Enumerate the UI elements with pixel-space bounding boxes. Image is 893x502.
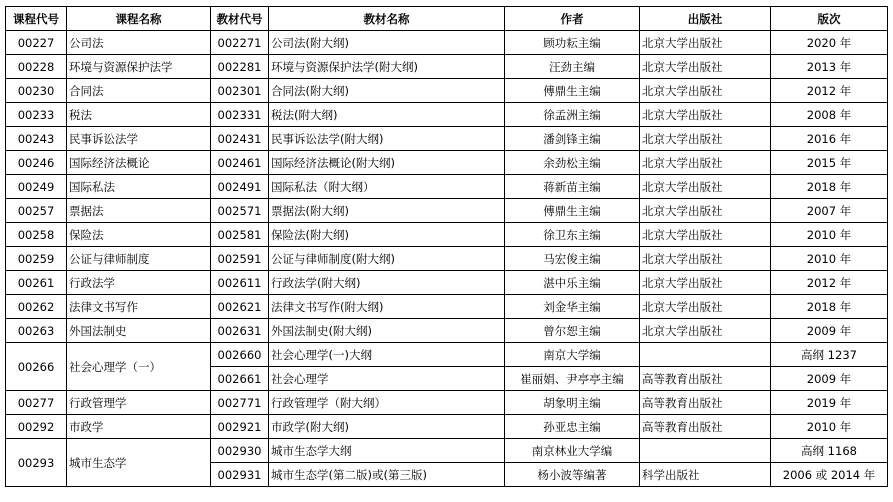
course-name: 民事诉讼法学 (67, 127, 211, 151)
book-name: 国际经济法概论(附大纲) (269, 151, 505, 175)
publisher: 北京大学出版社 (640, 31, 771, 55)
book-code: 002271 (211, 31, 269, 55)
course-name: 外国法制史 (67, 319, 211, 343)
book-code: 002660 (211, 343, 269, 367)
author: 傅鼎生主编 (505, 79, 640, 103)
author: 湛中乐主编 (505, 271, 640, 295)
author: 汪劲主编 (505, 55, 640, 79)
book-code: 002281 (211, 55, 269, 79)
edition: 2009 年 (771, 319, 888, 343)
course-code: 00230 (6, 79, 67, 103)
book-name: 外国法制史(附大纲) (269, 319, 505, 343)
table-body (6, 31, 888, 487)
course-code: 00246 (6, 151, 67, 175)
author: 崔丽娟、尹亭亭主编 (505, 367, 640, 391)
course-code: 00228 (6, 55, 67, 79)
author: 傅鼎生主编 (505, 199, 640, 223)
book-name: 城市生态学大纲 (269, 439, 505, 463)
edition: 2020 年 (771, 31, 888, 55)
book-name: 民事诉讼法学(附大纲) (269, 127, 505, 151)
course-code: 00249 (6, 175, 67, 199)
book-name: 城市生态学(第二版)或(第三版) (269, 463, 505, 487)
book-code: 002921 (211, 415, 269, 439)
table-row (6, 103, 888, 127)
book-code: 002581 (211, 223, 269, 247)
publisher: 北京大学出版社 (640, 151, 771, 175)
book-code: 002631 (211, 319, 269, 343)
author: 胡象明主编 (505, 391, 640, 415)
edition: 2018 年 (771, 175, 888, 199)
book-code: 002461 (211, 151, 269, 175)
author: 潘剑锋主编 (505, 127, 640, 151)
table-row (6, 55, 888, 79)
edition: 2006 或 2014 年 (771, 463, 888, 487)
book-name: 合同法(附大纲) (269, 79, 505, 103)
edition: 2010 年 (771, 247, 888, 271)
publisher: 北京大学出版社 (640, 295, 771, 319)
course-name: 公司法 (67, 31, 211, 55)
publisher: 北京大学出版社 (640, 223, 771, 247)
book-name: 国际私法（附大纲） (269, 175, 505, 199)
book-name: 行政管理学（附大纲） (269, 391, 505, 415)
publisher: 北京大学出版社 (640, 175, 771, 199)
publisher (640, 439, 771, 463)
author: 南京大学编 (505, 343, 640, 367)
author: 马宏俊主编 (505, 247, 640, 271)
book-name: 票据法(附大纲) (269, 199, 505, 223)
course-name: 票据法 (67, 199, 211, 223)
book-name: 社会心理学 (269, 367, 505, 391)
book-code: 002591 (211, 247, 269, 271)
course-name: 行政法学 (67, 271, 211, 295)
table-row (6, 295, 888, 319)
book-name: 保险法(附大纲) (269, 223, 505, 247)
book-code: 002491 (211, 175, 269, 199)
course-code: 00258 (6, 223, 67, 247)
course-code: 00227 (6, 31, 67, 55)
header-publisher: 出版社 (640, 7, 771, 31)
publisher: 北京大学出版社 (640, 103, 771, 127)
course-name: 社会心理学（一） (67, 343, 211, 391)
header-book-name: 教材名称 (269, 7, 505, 31)
course-code: 00266 (6, 343, 67, 391)
course-code: 00263 (6, 319, 67, 343)
edition: 高纲 1237 (771, 343, 888, 367)
book-code: 002621 (211, 295, 269, 319)
edition: 2010 年 (771, 223, 888, 247)
course-code: 00257 (6, 199, 67, 223)
publisher: 北京大学出版社 (640, 55, 771, 79)
author: 蒋新苗主编 (505, 175, 640, 199)
book-name: 税法(附大纲) (269, 103, 505, 127)
table-row (6, 343, 888, 367)
course-code: 00261 (6, 271, 67, 295)
book-name: 环境与资源保护法学(附大纲) (269, 55, 505, 79)
publisher: 北京大学出版社 (640, 127, 771, 151)
header-edition: 版次 (771, 7, 888, 31)
table-row (6, 319, 888, 343)
table-row (6, 271, 888, 295)
header-author: 作者 (505, 7, 640, 31)
author: 徐卫东主编 (505, 223, 640, 247)
course-name: 市政学 (67, 415, 211, 439)
table-row (6, 175, 888, 199)
author: 曾尔恕主编 (505, 319, 640, 343)
course-name: 税法 (67, 103, 211, 127)
book-name: 公司法(附大纲) (269, 31, 505, 55)
edition: 高纲 1168 (771, 439, 888, 463)
course-name: 保险法 (67, 223, 211, 247)
author: 孙亚忠主编 (505, 415, 640, 439)
book-code: 002611 (211, 271, 269, 295)
edition: 2012 年 (771, 79, 888, 103)
table-row (6, 223, 888, 247)
edition: 2015 年 (771, 151, 888, 175)
table-row (6, 439, 888, 463)
edition: 2009 年 (771, 367, 888, 391)
course-code: 00277 (6, 391, 67, 415)
publisher: 高等教育出版社 (640, 367, 771, 391)
course-name: 行政管理学 (67, 391, 211, 415)
book-name: 公证与律师制度(附大纲) (269, 247, 505, 271)
publisher: 北京大学出版社 (640, 319, 771, 343)
publisher (640, 343, 771, 367)
table-row (6, 415, 888, 439)
header-book-code: 教材代号 (211, 7, 269, 31)
course-name: 公证与律师制度 (67, 247, 211, 271)
author: 顾功耘主编 (505, 31, 640, 55)
publisher: 高等教育出版社 (640, 391, 771, 415)
book-code: 002571 (211, 199, 269, 223)
course-code: 00233 (6, 103, 67, 127)
course-code: 00259 (6, 247, 67, 271)
edition: 2019 年 (771, 391, 888, 415)
publisher: 高等教育出版社 (640, 415, 771, 439)
table-row (6, 127, 888, 151)
author: 刘金华主编 (505, 295, 640, 319)
edition: 2007 年 (771, 199, 888, 223)
book-name: 行政法学(附大纲) (269, 271, 505, 295)
edition: 2018 年 (771, 295, 888, 319)
edition: 2010 年 (771, 415, 888, 439)
book-code: 002301 (211, 79, 269, 103)
edition: 2016 年 (771, 127, 888, 151)
book-code: 002331 (211, 103, 269, 127)
edition: 2008 年 (771, 103, 888, 127)
table-row (6, 79, 888, 103)
table-row (6, 151, 888, 175)
publisher: 北京大学出版社 (640, 247, 771, 271)
textbook-table (5, 6, 888, 487)
course-name: 法律文书写作 (67, 295, 211, 319)
author: 余劲松主编 (505, 151, 640, 175)
book-code: 002661 (211, 367, 269, 391)
book-name: 市政学(附大纲) (269, 415, 505, 439)
course-name: 环境与资源保护法学 (67, 55, 211, 79)
course-code: 00243 (6, 127, 67, 151)
header-course-code: 课程代号 (6, 7, 67, 31)
course-name: 国际私法 (67, 175, 211, 199)
course-code: 00262 (6, 295, 67, 319)
edition: 2012 年 (771, 271, 888, 295)
publisher: 北京大学出版社 (640, 271, 771, 295)
book-code: 002431 (211, 127, 269, 151)
table-row (6, 247, 888, 271)
header-course-name: 课程名称 (67, 7, 211, 31)
book-code: 002771 (211, 391, 269, 415)
edition: 2013 年 (771, 55, 888, 79)
publisher: 科学出版社 (640, 463, 771, 487)
publisher: 北京大学出版社 (640, 199, 771, 223)
book-name: 法律文书写作(附大纲) (269, 295, 505, 319)
author: 南京林业大学编 (505, 439, 640, 463)
book-code: 002930 (211, 439, 269, 463)
author: 杨小波等编著 (505, 463, 640, 487)
course-name: 国际经济法概论 (67, 151, 211, 175)
publisher: 北京大学出版社 (640, 79, 771, 103)
book-code: 002931 (211, 463, 269, 487)
header-row (6, 7, 888, 31)
course-name: 合同法 (67, 79, 211, 103)
table-row (6, 391, 888, 415)
course-code: 00293 (6, 439, 67, 487)
course-name: 城市生态学 (67, 439, 211, 487)
table-row (6, 199, 888, 223)
table-row (6, 31, 888, 55)
author: 徐孟洲主编 (505, 103, 640, 127)
book-name: 社会心理学(一)大纲 (269, 343, 505, 367)
course-code: 00292 (6, 415, 67, 439)
